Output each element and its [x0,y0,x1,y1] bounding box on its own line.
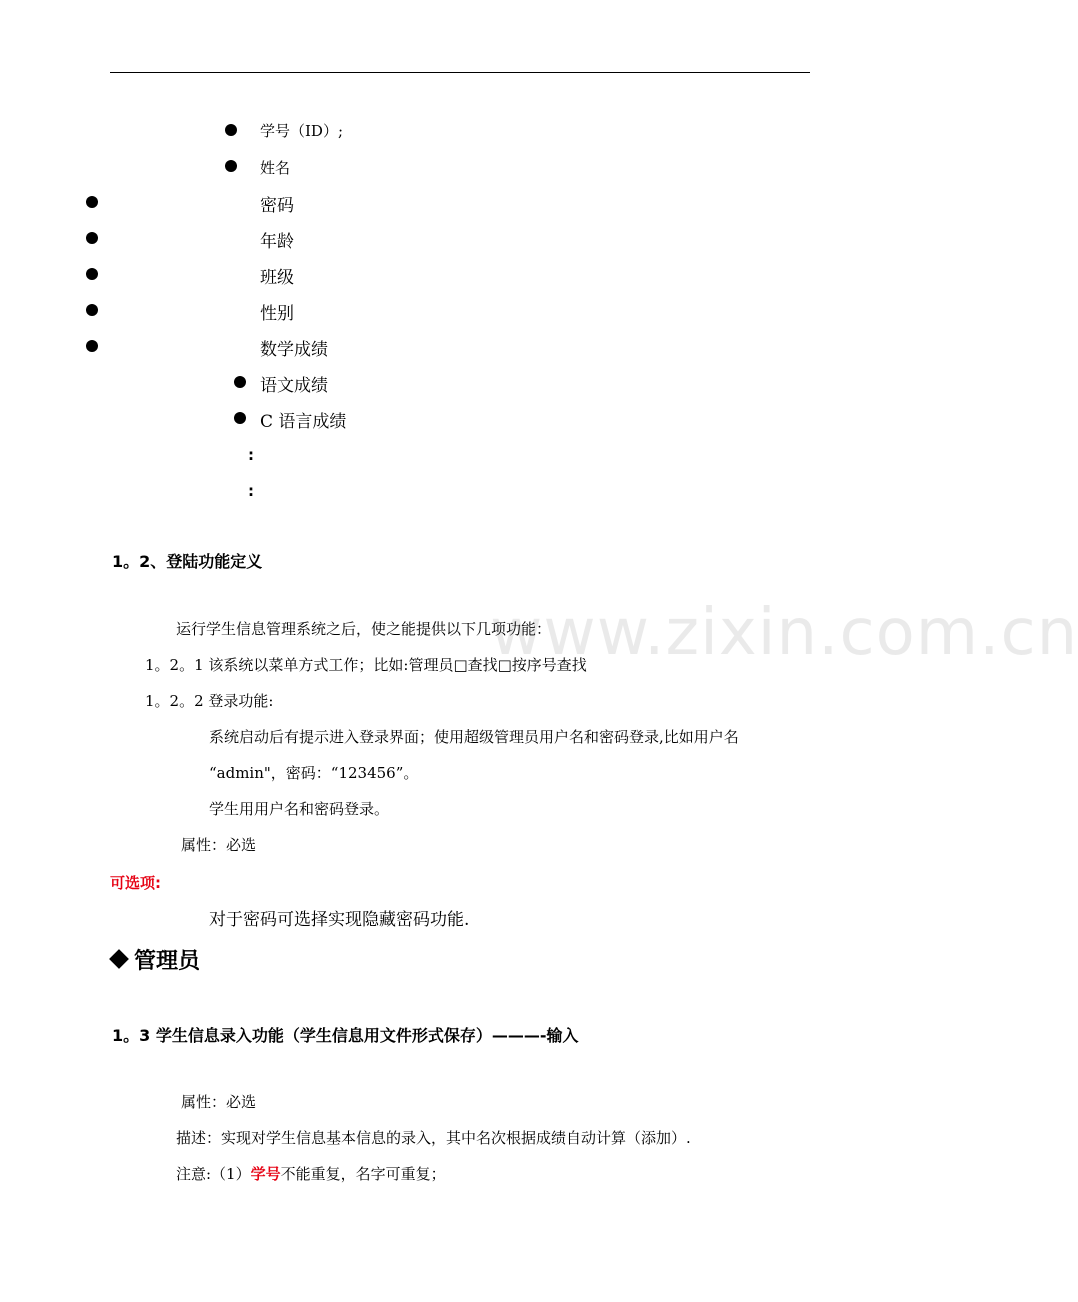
bullet-icon [86,304,98,316]
diamond-icon [109,949,129,969]
section-heading-login: 1。2、登陆功能定义 [112,552,263,571]
input-note [176,1163,446,1184]
bullet-icon [225,160,237,172]
field-name: 姓名 [260,159,291,177]
field-c-score: C 语言成绩 [260,412,347,432]
bullet-icon [86,268,98,280]
note-prefix: 注意:（1） [176,1165,251,1183]
optional-text: 对于密码可选择实现隐藏密码功能. [209,910,470,930]
field-student-id: 学号（ID）; [260,122,344,140]
field-chinese-score: 语文成绩 [260,376,328,396]
bullet-icon [234,412,246,424]
bullet-icon [86,340,98,352]
ellipsis-mark: : [248,446,254,464]
section-heading-input: 1。3 学生信息录入功能（学生信息用文件形式保存）———-输入 [112,1026,579,1045]
optional-label: 可选项: [110,874,161,892]
field-age: 年龄 [260,232,294,252]
note-suffix: 不能重复，名字可重复； [280,1165,446,1183]
login-desc-line2: “admin"，密码：“123456”。 [209,764,419,782]
admin-heading [112,944,200,975]
login-desc-line3: 学生用用户名和密码登录。 [209,800,390,818]
ellipsis-mark: : [248,482,254,500]
bullet-icon [234,376,246,388]
login-intro: 运行学生信息管理系统之后，使之能提供以下几项功能： [176,620,552,638]
item-1-2-2: 1。2。2 登录功能: [145,692,274,710]
login-desc-line1: 系统启动后有提示进入登录界面；使用超级管理员用户名和密码登录,比如用户名 [209,728,739,746]
note-highlight: 学号 [250,1165,281,1183]
bullet-icon [86,232,98,244]
field-gender: 性别 [260,304,294,324]
watermark: www.zixin.com.cn [490,596,1078,670]
login-attribute: 属性：必选 [181,836,257,854]
field-math-score: 数学成绩 [260,340,328,360]
bullet-icon [86,196,98,208]
field-password: 密码 [260,196,294,216]
input-description: 描述：实现对学生信息基本信息的录入，其中名次根据成绩自动计算（添加）. [176,1129,691,1147]
header-rule [110,72,810,73]
admin-heading-text: 管理员 [134,949,201,974]
bullet-icon [225,124,237,136]
field-class: 班级 [260,268,294,288]
item-1-2-1: 1。2。1 该系统以菜单方式工作；比如:管理员□查找□按序号查找 [145,656,587,674]
input-attribute: 属性：必选 [181,1093,257,1111]
